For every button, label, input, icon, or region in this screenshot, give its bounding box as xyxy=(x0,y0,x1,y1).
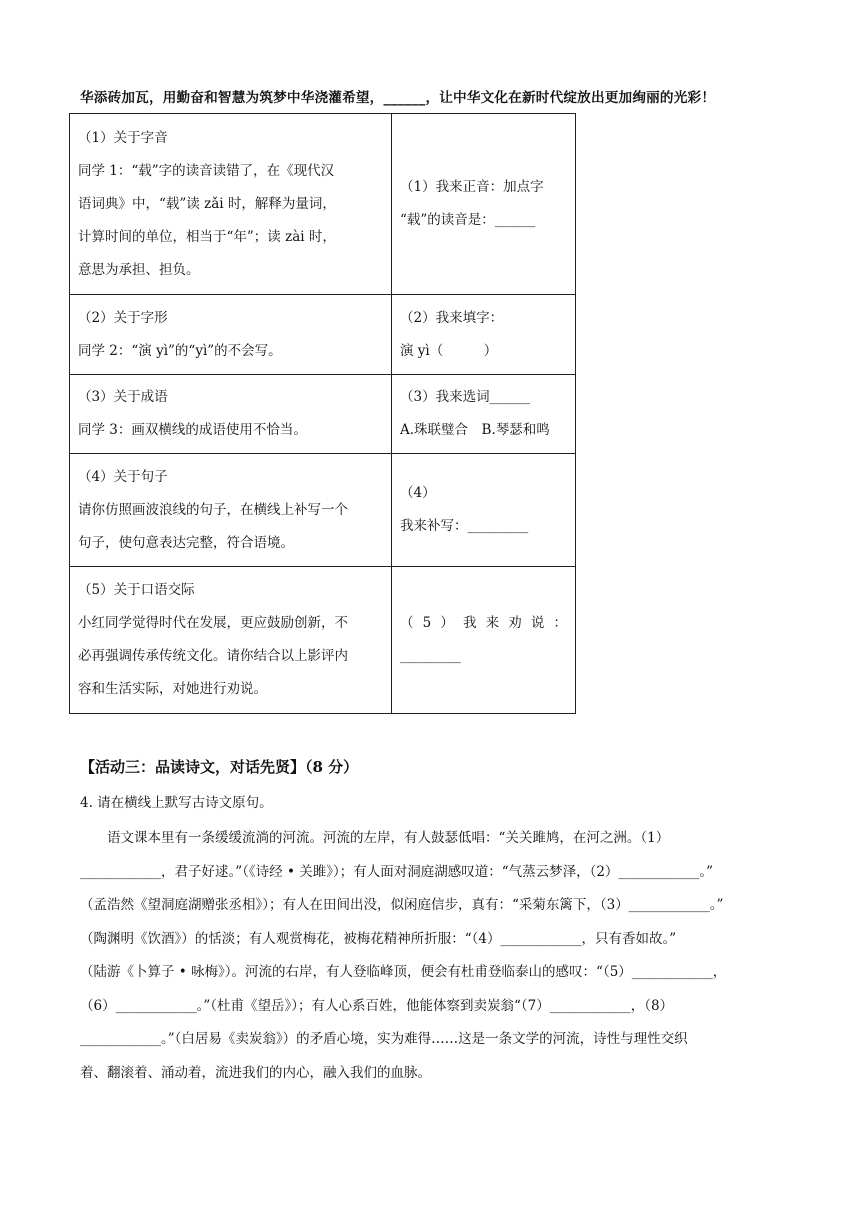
cell-line: 意思为承担、担负。 xyxy=(78,261,200,278)
table-row xyxy=(70,454,576,567)
right-cell xyxy=(392,295,576,375)
table-row xyxy=(70,567,576,714)
passage-line: 语文课本里有一条缓缓流淌的河流。河流的左岸，有人鼓瑟低唱：“关关雎鸠，在河之洲。（1） xyxy=(107,830,670,846)
cell-line: 语词典》中，“载”读 zǎi 时，解释为量词， xyxy=(78,195,336,212)
cell-line: 句子，使句意表达完整，符合语境。 xyxy=(78,534,294,551)
cell-line: （1）我来正音：加点字 xyxy=(400,179,544,195)
cell-line: 容和生活实际，对她进行劝说。 xyxy=(78,681,267,697)
cell-line: _________ xyxy=(400,648,461,664)
question-prompt: 4. 请在横线上默写古诗文原句。 xyxy=(80,795,273,811)
cell-line: 我来补写：_________ xyxy=(400,518,529,534)
passage-line: （孟浩然《望洞庭湖赠张丞相》）；有人在田间出没，似闲庭信步，真有：“采菊东篱下，（3）____________。” xyxy=(80,897,724,913)
right-cell xyxy=(392,567,576,714)
cell-line: A.珠联璧合 B.琴瑟和鸣 xyxy=(400,422,550,438)
cell-line: （1）关于字音 xyxy=(78,129,168,146)
cell-line: （2）我来填字： xyxy=(400,309,504,326)
left-cell xyxy=(70,454,392,567)
cell-line: 同学 1：“载”字的读音读错了，在《现代汉 xyxy=(78,162,335,179)
qa-table xyxy=(69,113,576,714)
passage xyxy=(80,822,780,1090)
cell-line: （2）关于字形 xyxy=(78,309,168,326)
right-cell xyxy=(392,375,576,454)
table-row xyxy=(70,114,576,295)
left-cell xyxy=(70,567,392,714)
left-cell xyxy=(70,114,392,295)
cell-line: （5）关于口语交际 xyxy=(78,582,195,598)
cell-line: （3）我来选词______ xyxy=(400,389,531,405)
section-title: 【活动三：品读诗文，对话先贤】（8 分） xyxy=(80,758,359,776)
cell-line: 同学 3：画双横线的成语使用不恰当。 xyxy=(78,422,307,438)
passage-line: 着、翻滚着、涌动着，流进我们的内心，融入我们的血脉。 xyxy=(80,1064,431,1081)
passage-line: （6）____________。”（杜甫《望岳》）；有人心系百姓，他能体察到卖炭翁“（7）____________，（8） xyxy=(80,997,674,1014)
header-line: 华添砖加瓦，用勤奋和智慧为筑梦中华浇灌希望，______，让中华文化在新时代绽放出更加绚丽的光彩！ xyxy=(80,90,716,106)
table-row xyxy=(70,295,576,375)
cell-line: 必再强调传承传统文化。请你结合以上影评内 xyxy=(78,648,348,664)
right-cell xyxy=(392,114,576,295)
passage-line: （陶渊明《饮酒》）的恬淡；有人观赏梅花，被梅花精神所折服：“（4）____________，只有香如故。” xyxy=(80,930,677,947)
cell-line: 计算时间的单位，相当于“年”；读 zài 时， xyxy=(78,228,336,245)
table-row xyxy=(70,375,576,454)
cell-line: （4）关于句子 xyxy=(78,468,168,485)
cell-line: 同学 2：“演 yì”的“yì”的不会写。 xyxy=(78,342,282,359)
cell-line: 小红同学觉得时代在发展，更应鼓励创新，不 xyxy=(78,615,348,631)
cell-line: 请你仿照画波浪线的句子，在横线上补写一个 xyxy=(78,501,348,518)
cell-line: 演 yì（ ） xyxy=(400,342,498,359)
left-cell xyxy=(70,375,392,454)
cell-line: （5）我来劝说： xyxy=(400,615,567,631)
cell-line: （3）关于成语 xyxy=(78,389,168,405)
passage-line: ____________，君子好逑。”（《诗经 • 关雎》）；有人面对洞庭湖感叹道：“气蒸云梦泽，（2）____________。” xyxy=(80,863,714,880)
cell-line: “载”的读音是：______ xyxy=(400,212,536,228)
right-cell xyxy=(392,454,576,567)
left-cell xyxy=(70,295,392,375)
cell-line: （4） xyxy=(400,485,436,501)
passage-line: ____________。”（白居易《卖炭翁》）的矛盾心境，实为难得……这是一条文学的河流，诗性与理性交织 xyxy=(80,1031,688,1047)
passage-line: （陆游《卜算子 • 咏梅》）。河流的右岸，有人登临峰顶，便会有杜甫登临泰山的感叹：“（5）____________， xyxy=(80,964,727,980)
